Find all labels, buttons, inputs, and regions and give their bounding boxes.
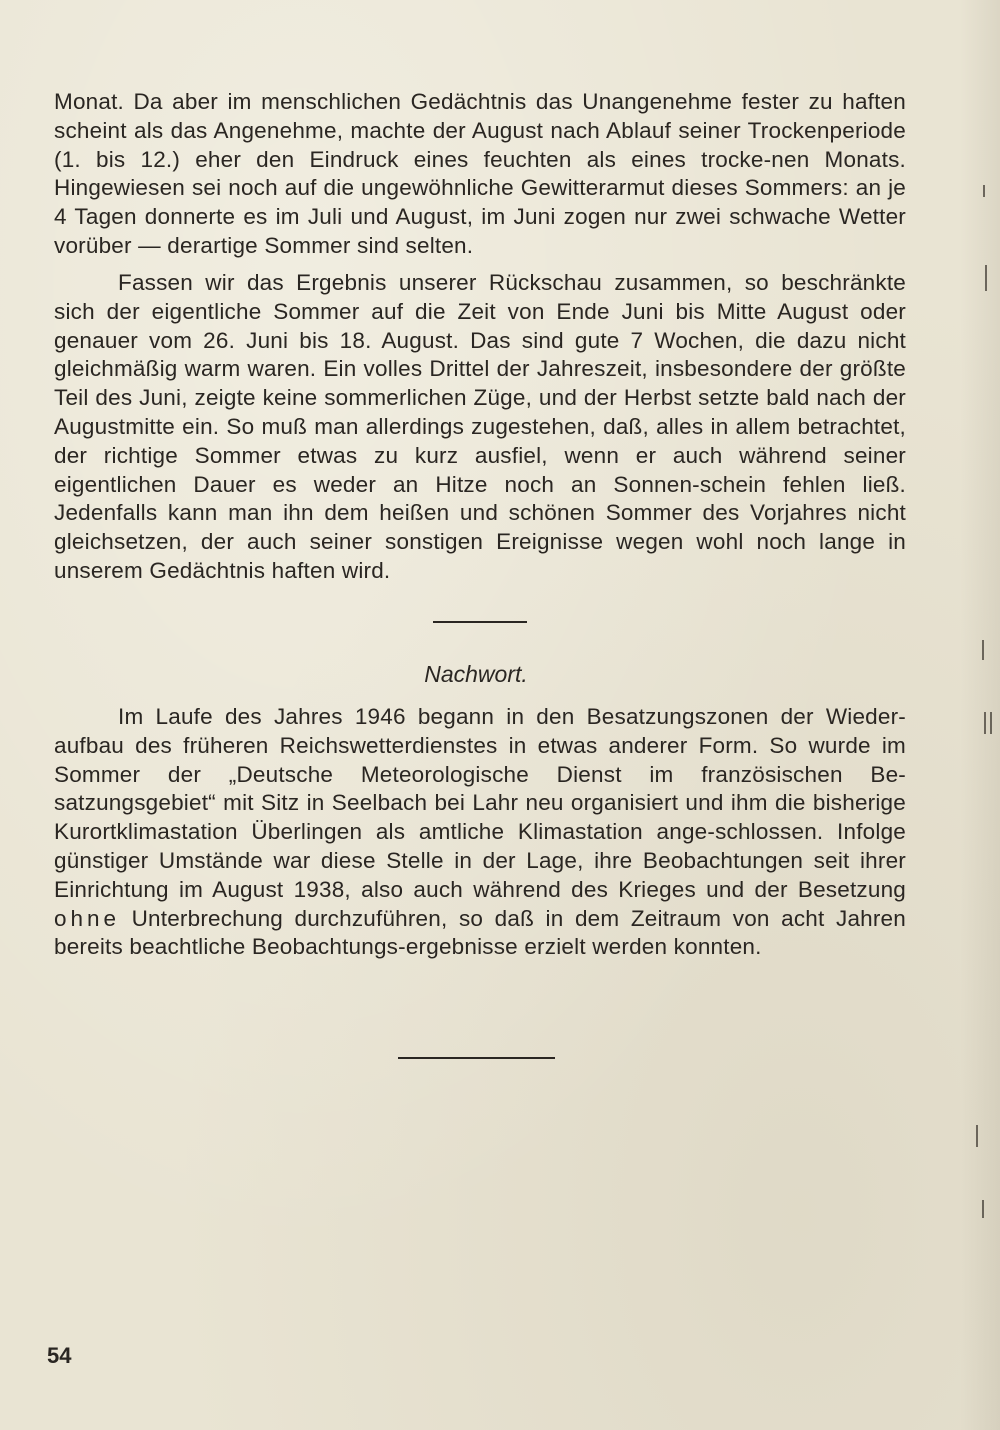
section-heading: Nachwort. — [424, 661, 528, 687]
afterword-text-after: Unterbrechung durchzuführen, so daß in dem Zeitraum von acht Jahren bereits beachtliche Beobachtungs-ergebnisse erzielt werden konnten. — [54, 905, 906, 960]
section-divider-bottom — [398, 1057, 555, 1059]
page-number: 54 — [47, 1343, 72, 1368]
margin-mark — [985, 265, 987, 291]
paragraph-afterword — [54, 703, 906, 962]
afterword-text-before: Im Laufe des Jahres 1946 begann in den Besatzungszonen der Wieder-aufbau des früheren Reichswetterdienstes in etwas anderer Form. So wurde im Sommer der „Deutsche Meteorologische Dienst im französischen Be-satzungsgebiet“ mit Sitz in Seelbach bei Lahr neu organisiert und ihm die bisherige Kurortklimastation Überlingen als amtliche Klimastation ange-schlossen. Infolge günstiger Umstände war diese Stelle in der Lage, ihre Beobachtungen seit ihrer Einrichtung im August 1938, also auch während des Krieges und der Besetzung — [54, 704, 906, 902]
margin-mark — [984, 712, 986, 734]
afterword-emphasis: ohne — [54, 905, 121, 931]
paragraph-continuation: Monat. Da aber im menschlichen Gedächtnis das Unangenehme fester zu haften scheint als das Angenehme, machte der August nach Ablauf seiner Trockenperiode (1. bis 12.) eher den Eindruck eines feuchten als eines trocke-nen Monats. Hingewiesen sei noch auf die ungewöhnliche Gewitterarmut dieses Sommers: an je 4 Tagen donnerte es im Juli und August, im Juni zogen nur zwei schwache Wetter vorüber — derartige Sommer sind selten. — [54, 89, 906, 258]
margin-mark — [983, 185, 985, 197]
section-divider-top — [433, 621, 527, 623]
paragraph-summary: Fassen wir das Ergebnis unserer Rückschau zusammen, so beschränkte sich der eigentliche Sommer auf die Zeit von Ende Juni bis Mitte August oder genauer vom 26. Juni bis 18. August. Das sind gute 7 Wochen, die dazu nicht gleichmäßig warm waren. Ein volles Drittel der Jahreszeit, insbesondere der größte Teil des Juni, zeigte keine sommerlichen Züge, und der Herbst setzte bald nach der Augustmitte ein. So muß man allerdings zugestehen, daß, alles in allem betrachtet, der richtige Sommer etwas zu kurz ausfiel, wenn er auch während seiner eigentlichen Dauer es weder an Hitze noch an Sonnen-schein fehlen ließ. Jedenfalls kann man ihn dem heißen und schönen Sommer des Vorjahres nicht gleichsetzen, der auch seiner sonstigen Ereignisse wegen wohl noch lange in unserem Gedächtnis haften wird. — [54, 270, 906, 583]
margin-mark — [976, 1125, 978, 1147]
margin-mark — [990, 712, 992, 734]
margin-mark — [982, 640, 984, 660]
margin-mark — [982, 1200, 984, 1218]
page-edge-shadow — [960, 0, 1000, 1430]
